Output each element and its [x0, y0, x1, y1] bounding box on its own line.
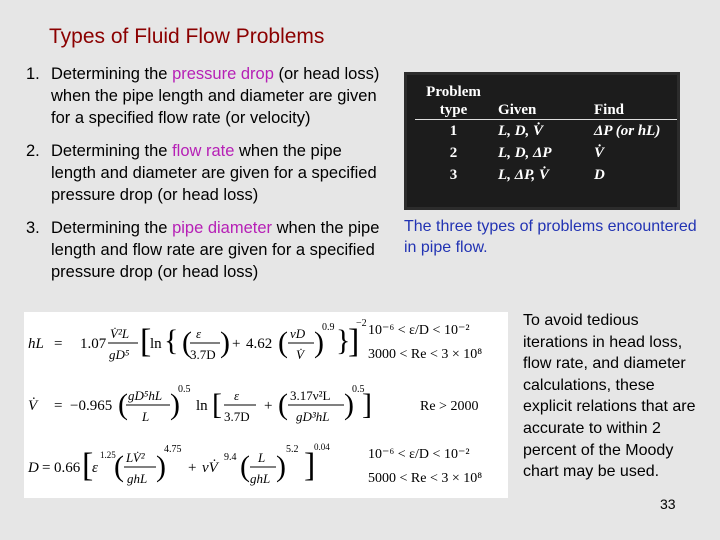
- eq1-lhs: hL: [28, 336, 44, 352]
- table-row: [415, 120, 677, 143]
- list-item: [26, 63, 386, 129]
- eq3-paren-open-a: (: [114, 450, 124, 483]
- list-text-post: (or head loss) when the pipe length and diameter are given for a specified flow rate (or velocity): [51, 65, 380, 127]
- eq3-nu: νV̇: [202, 460, 218, 476]
- eq1-ln: ln: [150, 336, 162, 352]
- problem-type-list: [26, 63, 386, 294]
- cell-find: ΔP (or hL): [593, 123, 661, 139]
- eq3-exp-nu: 9.4: [224, 452, 237, 463]
- eq2-frac-num: gD⁵hL: [128, 388, 163, 403]
- eq2-coef: −0.965: [70, 398, 113, 414]
- list-item: [26, 217, 386, 283]
- eq1-exp-inner: 0.9: [322, 322, 335, 333]
- eq1-coef: 1.07: [80, 336, 107, 352]
- cell-given: L, ΔP, V̇: [498, 167, 549, 183]
- eq1-paren-close-b: ): [314, 326, 324, 359]
- list-number: 1.: [26, 65, 40, 83]
- list-text-pre: Determining the: [51, 65, 173, 83]
- eq2-nu-den: gD³hL: [296, 409, 330, 424]
- eq2-paren-open-a: (: [118, 388, 128, 421]
- eq3-plus: +: [188, 460, 197, 476]
- eq2-eps-den: 3.7D: [224, 409, 250, 424]
- eq2-ln: ln: [196, 398, 208, 414]
- eq1-equals: =: [54, 336, 63, 352]
- eq3-exp-eps: 1.25: [100, 450, 116, 460]
- eq2-exp-inner: 0.5: [352, 384, 365, 395]
- eq2-lhs: V̇: [28, 398, 38, 414]
- eq1-coef2: 4.62: [246, 336, 273, 352]
- table-caption: The three types of problems encountered in pipe flow.: [404, 218, 697, 256]
- explicit-relations-note: To avoid tedious iterations in head loss, flow rate, and diameter calculations, these explicit relations that are accurate to within 2 percent of the Moody chart may be used.: [523, 312, 696, 481]
- highlight-term: pressure drop: [172, 65, 274, 83]
- slide-title: Types of Fluid Flow Problems: [49, 25, 325, 48]
- list-number: 2.: [26, 142, 40, 160]
- problem-type-table: [404, 72, 680, 210]
- eq1-frac-den: gD⁵: [109, 347, 130, 362]
- eq1-cond2: 3000 < Re < 3 × 10⁸: [368, 347, 483, 362]
- list-number: 3.: [26, 219, 40, 237]
- equation-flow-rate: [28, 384, 478, 424]
- eq2-frac-den: L: [142, 409, 150, 424]
- cell-find: V̇: [593, 145, 604, 161]
- eq3-frac-den: ghL: [127, 471, 148, 486]
- eq1-frac-num: V̇²L: [110, 326, 130, 341]
- eq1-paren-open-b: (: [278, 326, 288, 359]
- explicit-equations: [24, 312, 508, 498]
- table-row: [415, 164, 677, 186]
- table-row: [415, 142, 677, 164]
- eq1-bracket-open: [: [140, 323, 152, 360]
- cell-type: 3: [449, 167, 458, 183]
- eq1-brace-open: {: [164, 324, 179, 357]
- equation-diameter: [27, 442, 482, 486]
- eq3-equals: =: [42, 460, 51, 476]
- eq1-cond1: 10⁻⁶ < ε/D < 10⁻²: [368, 323, 470, 338]
- cell-type: 1: [449, 123, 458, 139]
- eq3-exp-frac2: 5.2: [286, 444, 299, 455]
- highlight-term: pipe diameter: [172, 219, 273, 237]
- header-given: Given: [492, 83, 582, 120]
- highlight-term: flow rate: [172, 142, 235, 160]
- eq3-exp-outer: 0.04: [314, 442, 330, 452]
- page-number: 33: [660, 496, 676, 512]
- eq2-paren-open-b: (: [278, 388, 288, 421]
- eq1-nu-num: νD: [290, 326, 306, 341]
- eq3-exp-frac: 4.75: [164, 444, 182, 455]
- eq3-eps: ε: [92, 460, 98, 476]
- eq1-eps-den: 3.7D: [190, 347, 216, 362]
- eq3-bracket-open: [: [82, 447, 94, 484]
- list-text: [51, 217, 386, 283]
- equation-head-loss: [28, 318, 482, 362]
- list-text-post: when the pipe length and diameter are given for a specified pressure drop (or head loss): [51, 142, 377, 204]
- cell-type: 2: [449, 145, 458, 161]
- eq1-paren-open-a: (: [182, 326, 192, 359]
- eq2-nu-num: 3.17ν²L: [290, 388, 331, 403]
- header-find: Find: [582, 83, 677, 120]
- eq1-brace-close: }: [336, 324, 351, 357]
- table-header-row: [415, 83, 677, 120]
- eq3-paren-open-b: (: [240, 450, 250, 483]
- eq2-exp-frac: 0.5: [178, 384, 191, 395]
- eq1-plus: +: [232, 336, 241, 352]
- eq3-frac-num: LV̇²: [126, 450, 145, 465]
- eq1-bracket-close: ]: [348, 323, 360, 360]
- cell-find: D: [593, 167, 605, 183]
- list-text-post: when the pipe length and flow rate are given for a specified pressure drop (or head loss): [51, 219, 380, 281]
- eq2-eps-num: ε: [234, 388, 240, 403]
- eq1-eps-num: ε: [196, 326, 202, 341]
- list-item: [26, 140, 386, 206]
- eq1-paren-close-a: ): [220, 326, 230, 359]
- eq2-plus: +: [264, 398, 273, 414]
- eq2-bracket-open: [: [212, 388, 222, 421]
- eq3-cond2: 5000 < Re < 3 × 10⁸: [368, 471, 483, 486]
- eq3-cond1: 10⁻⁶ < ε/D < 10⁻²: [368, 447, 470, 462]
- eq3-paren-close-a: ): [156, 450, 166, 483]
- list-text-pre: Determining the: [51, 142, 173, 160]
- eq1-nu-den: V̇: [296, 347, 304, 362]
- eq3-coef: 0.66: [54, 460, 81, 476]
- eq3-lhs: D: [28, 460, 39, 476]
- list-text: [51, 63, 386, 129]
- eq2-bracket-close: ]: [362, 388, 372, 421]
- eq3-bracket-close: ]: [304, 447, 316, 484]
- eq2-paren-close-b: ): [344, 388, 354, 421]
- eq1-exp-outer: −2: [356, 318, 367, 329]
- list-text-pre: Determining the: [51, 219, 173, 237]
- cell-given: L, D, V̇: [498, 123, 544, 139]
- eq3-paren-close-b: ): [276, 450, 286, 483]
- cell-given: L, D, ΔP: [498, 145, 552, 161]
- eq3-frac2-den: ghL: [250, 471, 271, 486]
- eq2-cond1: Re > 2000: [420, 399, 479, 414]
- eq3-frac2-num: L: [258, 450, 266, 465]
- eq2-equals: =: [54, 398, 63, 414]
- list-text: [51, 140, 386, 206]
- eq2-paren-close-a: ): [170, 388, 180, 421]
- header-problem-type: Problem type: [415, 83, 492, 120]
